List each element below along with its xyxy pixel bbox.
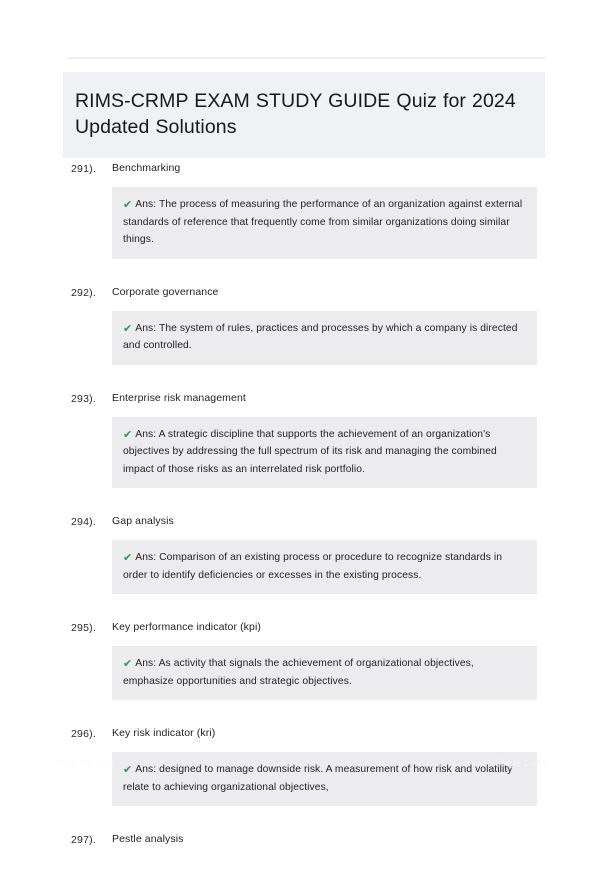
- answer-body: Ans: designed to manage downside risk. A measurement of how risk and volatility relate to achieving organizational objectives,: [123, 764, 513, 793]
- question-number: 292).: [71, 286, 96, 299]
- item-spacer: [0, 848, 606, 873]
- item-spacer: [0, 700, 606, 725]
- question-number: 294).: [71, 516, 96, 528]
- question-number: 296).: [71, 728, 96, 740]
- answer-box: [112, 540, 537, 594]
- item-spacer: [0, 259, 606, 284]
- question-row: [0, 513, 606, 530]
- answer-body: Ans: The system of rules, practices and processes by which a company is directed and controlled.: [123, 322, 518, 351]
- question-number: 293).: [71, 392, 96, 405]
- check-mark-icon: ✔: [123, 322, 133, 335]
- document-header: [63, 72, 545, 158]
- question-text: Pestle analysis: [112, 833, 184, 845]
- question-row: [0, 831, 606, 848]
- item-spacer: [0, 594, 606, 619]
- qa-item: [0, 513, 606, 619]
- answer-text: [123, 426, 525, 479]
- answer-body: Ans: Comparison of an existing process or procedure to recognize standards in order to identify deficiencies or excesses in the existing process.: [123, 552, 503, 581]
- answer-box: [112, 311, 537, 365]
- question-number: 297).: [71, 834, 96, 846]
- qa-item: [0, 831, 606, 873]
- question-row: [0, 284, 606, 301]
- question-text: Enterprise risk management: [112, 391, 246, 404]
- item-spacer: [0, 365, 606, 390]
- qa-item: [0, 284, 606, 390]
- answer-body: Ans: The process of measuring the performance of an organization against external standards of reference that frequently come from similar organizations doing similar things.: [123, 199, 523, 245]
- qa-item: [0, 160, 606, 284]
- qa-item: [0, 390, 606, 514]
- answer-box: [112, 187, 537, 259]
- question-row: [0, 390, 606, 407]
- answer-text: [123, 320, 525, 355]
- question-row: [0, 619, 606, 636]
- answer-body: Ans: A strategic discipline that supports the achievement of an organization's objectives by addressing the full spectrum of its risk and managing the combined impact of those risks as an interrelated risk portfolio.: [123, 428, 497, 475]
- page-title: RIMS-CRMP EXAM STUDY GUIDE Quiz for 2024 Updated Solutions: [75, 90, 516, 138]
- answer-text: [123, 549, 525, 584]
- check-mark-icon: ✔: [123, 658, 133, 670]
- check-mark-icon: ✔: [123, 199, 133, 211]
- question-row: [0, 725, 606, 742]
- footer-watermark: PaperStic.com: [56, 758, 114, 768]
- page-footer: [0, 744, 606, 800]
- answer-text: [123, 196, 525, 249]
- question-number: 291).: [71, 163, 96, 175]
- qa-item: [0, 619, 606, 725]
- question-text: Key performance indicator (kpi): [112, 621, 261, 633]
- question-text: Key risk indicator (kri): [112, 727, 216, 739]
- question-number: 295).: [71, 622, 96, 634]
- item-spacer: [0, 806, 606, 831]
- item-spacer: [0, 488, 606, 513]
- check-mark-icon: ✔: [123, 764, 133, 776]
- answer-box: [112, 646, 537, 700]
- check-mark-icon: ✔: [123, 552, 133, 564]
- question-text: Gap analysis: [112, 515, 174, 527]
- check-mark-icon: ✔: [123, 428, 133, 441]
- question-text: Corporate governance: [112, 285, 219, 298]
- answer-text: [123, 655, 525, 690]
- header-divider: [67, 57, 545, 59]
- footer-page-number: Page 1 of 5: [498, 758, 548, 768]
- question-row: [0, 160, 606, 177]
- answer-body: Ans: As activity that signals the achievement of organizational objectives, emphasize opportunities and strategic objectives.: [123, 658, 474, 687]
- question-text: Benchmarking: [112, 162, 181, 174]
- answer-box: [112, 417, 537, 489]
